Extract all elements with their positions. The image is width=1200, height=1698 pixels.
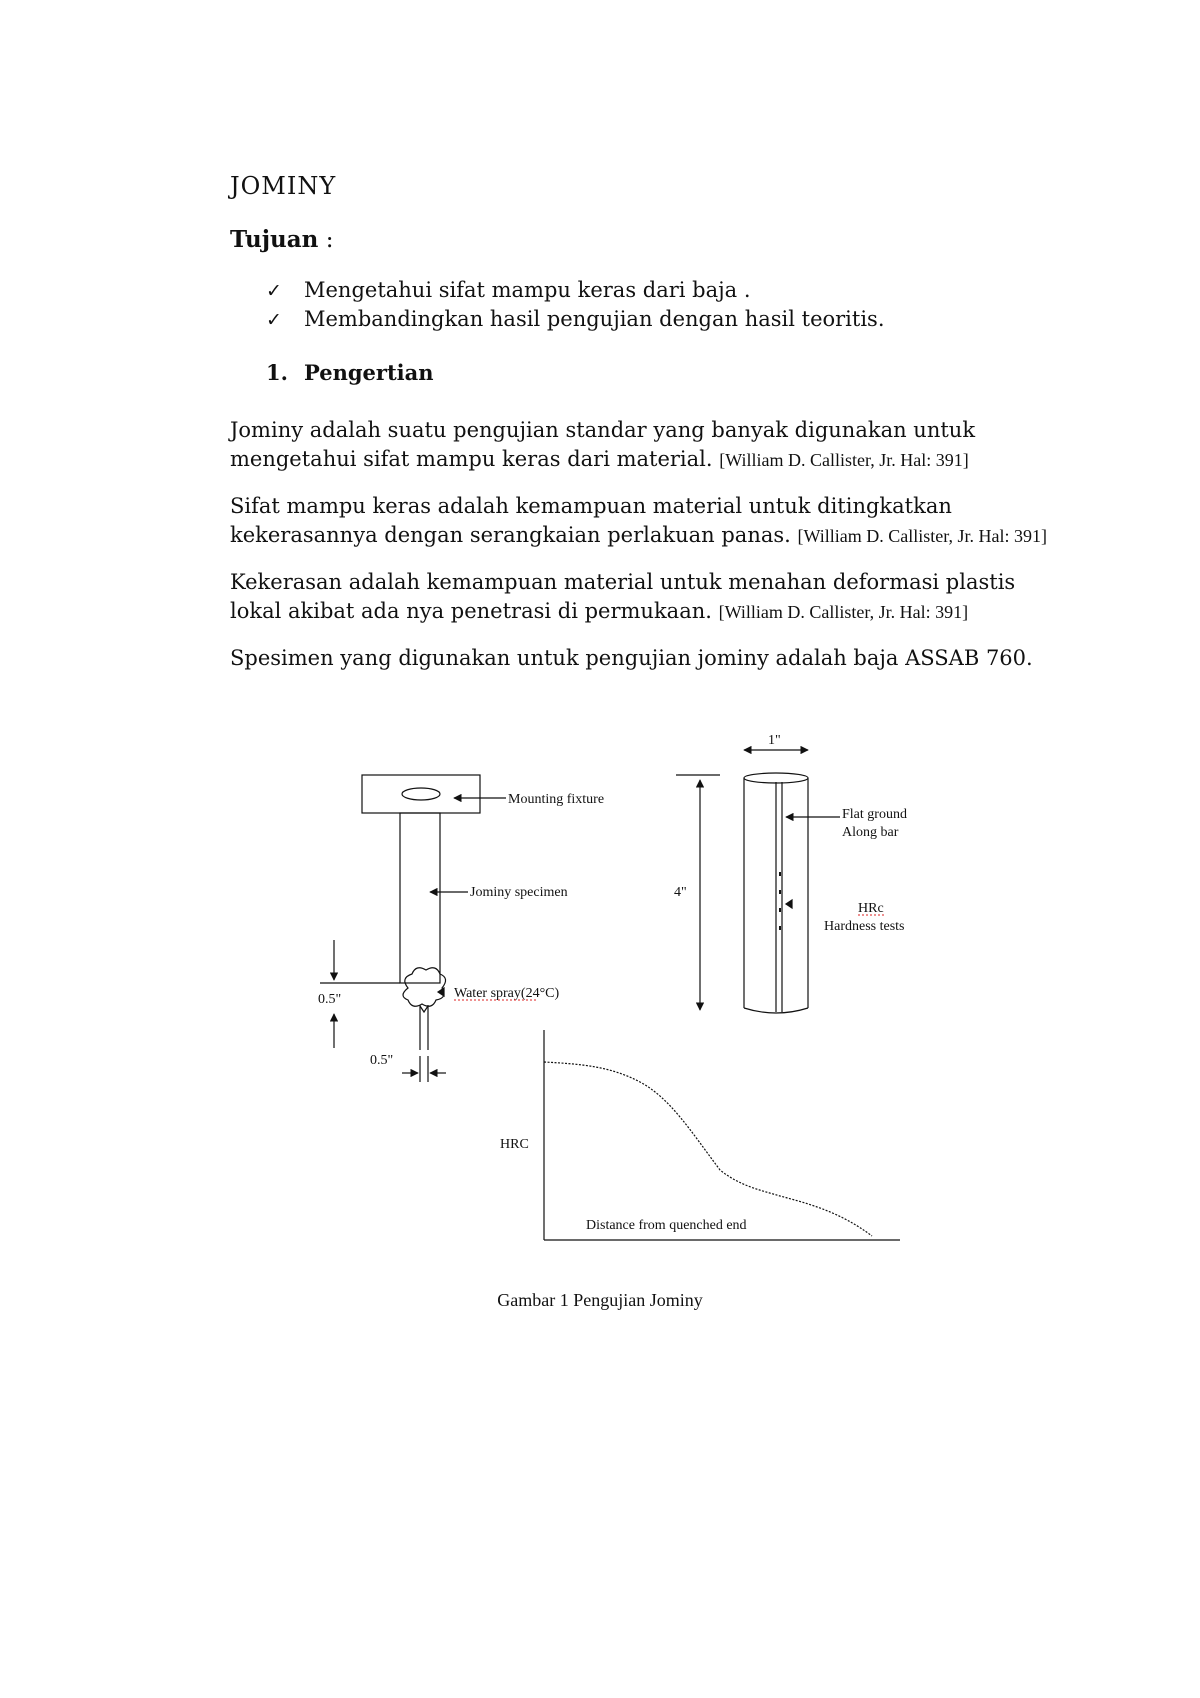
- nozzle-mark: [420, 1006, 428, 1012]
- tujuan-colon: :: [318, 227, 334, 253]
- hardness-arrow: [786, 900, 792, 908]
- paragraph: [230, 568, 1050, 627]
- tujuan-label: Tujuan: [230, 226, 319, 253]
- water-spray-shape: [403, 968, 446, 1007]
- jominy-specimen-label: Jominy specimen: [470, 885, 568, 900]
- mounting-fixture-shape: [362, 775, 480, 813]
- water-spray-text: Water spray: [454, 986, 521, 1001]
- objective-text: Mengetahui sifat mampu keras dari baja .: [304, 278, 751, 302]
- section-number: 1.: [266, 360, 288, 385]
- paragraph: [230, 492, 1050, 551]
- objectives-list: [266, 276, 885, 334]
- paragraph-text: Jominy adalah suatu pengujian standar yang banyak digunakan untuk mengetahui sifat mampu keras dari material.: [230, 418, 976, 471]
- mounting-fixture-label: Mounting fixture: [508, 792, 605, 807]
- figure-caption: Gambar 1 Pengujian Jominy: [497, 1290, 703, 1310]
- citation: [William D. Callister, Jr. Hal: 391]: [797, 526, 1048, 546]
- hardness-tests-label: Hardness tests: [824, 919, 905, 934]
- jominy-figure: [318, 730, 940, 1270]
- water-temp-text: (24°C): [520, 986, 560, 1001]
- objective-text: Membandingkan hasil pengujian dengan hasil teoritis.: [304, 307, 885, 331]
- dimension-one-inch-label: 1": [768, 733, 781, 748]
- section-heading: [266, 360, 434, 385]
- plot-x-label: Distance from quenched end: [586, 1218, 747, 1233]
- water-spray-label: [454, 986, 560, 1001]
- bar-top-shape: [744, 773, 808, 783]
- citation: [William D. Callister, Jr. Hal: 391]: [719, 450, 969, 470]
- specimen-bar-shape: [400, 813, 440, 983]
- citation: [William D. Callister, Jr. Hal: 391]: [718, 602, 969, 622]
- hardness-curve: [544, 1062, 872, 1236]
- dimension-half-inch-horizontal-label: 0.5": [370, 1053, 394, 1068]
- paragraph-text: Spesimen yang digunakan untuk pengujian jominy adalah baja ASSAB 760.: [230, 646, 1033, 670]
- list-item: [266, 305, 885, 334]
- checkmark-icon: ✓: [266, 280, 282, 302]
- document-title: JOMINY: [230, 172, 337, 200]
- tujuan-heading: [230, 226, 333, 253]
- dimension-four-inch-label: 4": [674, 885, 687, 900]
- paragraph: [230, 416, 1050, 475]
- list-item: [266, 276, 885, 305]
- paragraph: [230, 644, 1050, 673]
- mounting-hole-shape: [402, 788, 440, 800]
- checkmark-icon: ✓: [266, 309, 282, 331]
- flat-ground-label: Flat ground: [842, 807, 907, 822]
- paragraph-text: Sifat mampu keras adalah kemampuan material untuk ditingkatkan kekerasannya dengan serangkaian perlakuan panas.: [230, 494, 952, 547]
- water-spray-arrow: [438, 988, 444, 996]
- section-title: Pengertian: [304, 360, 434, 385]
- hrc-label: HRc: [858, 901, 884, 916]
- paragraph-text: Kekerasan adalah kemampuan material untuk menahan deformasi plastis lokal akibat ada nya penetrasi di permukaan.: [230, 570, 1016, 623]
- plot-y-label: HRC: [500, 1137, 529, 1152]
- dimension-half-inch-label: 0.5": [318, 992, 342, 1007]
- flat-ground-label: Along bar: [842, 825, 899, 840]
